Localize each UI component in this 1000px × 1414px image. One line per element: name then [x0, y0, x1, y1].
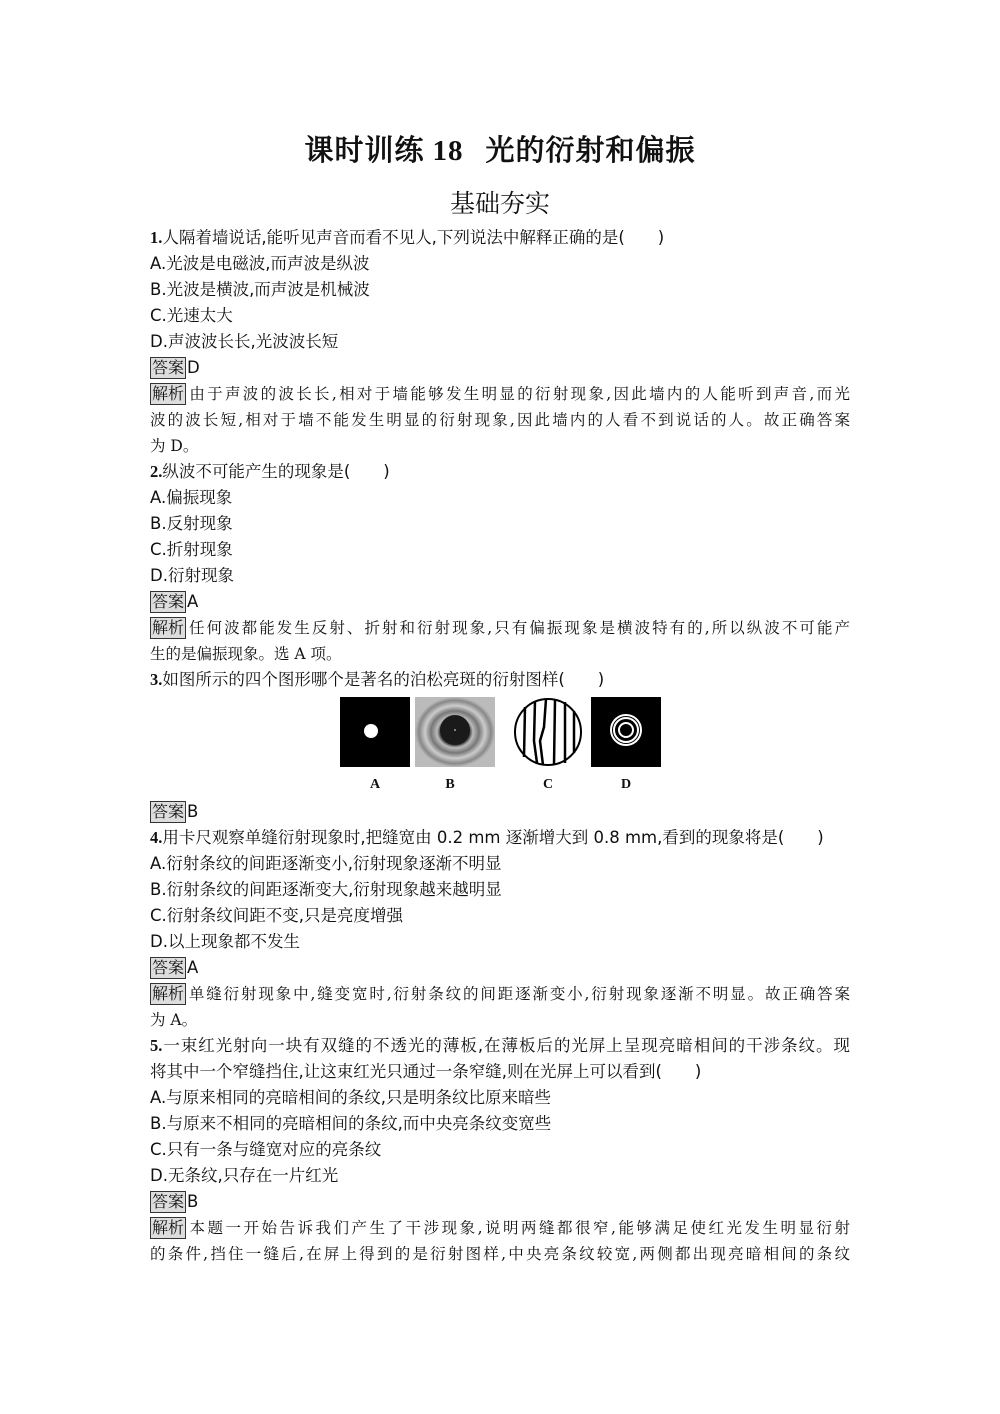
answer-option: D.无条纹,只存在一片红光	[150, 1166, 339, 1185]
question-number: 4	[150, 828, 159, 847]
diffraction-pattern-image	[591, 697, 661, 767]
answer-option: A.偏振现象	[150, 488, 233, 507]
answer-option: C.光速太大	[150, 306, 233, 325]
diffraction-pattern-image	[415, 697, 485, 767]
question-stem	[150, 225, 850, 251]
question-number-dot: .	[158, 670, 163, 689]
answer-row	[150, 355, 850, 381]
explanation-text: 由于声波的波长长,相对于墙能够发生明显的衍射现象,因此墙内的人能听到声音,而光	[187, 385, 850, 403]
figure-panel-b	[415, 697, 485, 793]
diffraction-pattern-image	[513, 697, 583, 767]
answer-option: D.衍射现象	[150, 566, 234, 585]
figure-panel-label: C	[542, 777, 554, 792]
explanation-label: 解析	[152, 984, 185, 1003]
diffraction-pattern-image	[340, 697, 410, 767]
answer-option: A.与原来相同的亮暗相间的条纹,只是明条纹比原来暗些	[150, 1088, 551, 1107]
answer-option: A.光波是电磁波,而声波是纵波	[150, 254, 370, 273]
answer-label: 答案	[152, 1192, 185, 1211]
explanation-line	[150, 641, 850, 667]
explanation-line	[150, 1241, 850, 1267]
question-number: 2	[150, 462, 159, 481]
question-stem-text: 纵波不可能产生的现象是( )	[162, 462, 390, 481]
answer-row	[150, 955, 850, 981]
answer-label: 答案	[152, 958, 185, 977]
figure-panel-d	[591, 697, 661, 793]
question-stem-text: 如图所示的四个图形哪个是著名的泊松亮斑的衍射图样( )	[162, 670, 605, 689]
explanation-line	[150, 1215, 850, 1241]
question-stem-text: 将其中一个窄缝挡住,让这束红光只通过一条窄缝,则在光屏上可以看到( )	[150, 1062, 702, 1081]
title-topic: 光的衍射和偏振	[485, 135, 696, 167]
question-number-dot: .	[158, 828, 163, 847]
explanation-text: 波的波长短,相对于墙不能发生明显的衍射现象,因此墙内的人看不到说话的人。故正确答案	[150, 411, 850, 429]
explanation-text: 任何波都能发生反射、折射和衍射现象,只有偏振现象是横波特有的,所以纵波不可能产	[187, 619, 850, 637]
answer-option: B.衍射条纹的间距逐渐变大,衍射现象越来越明显	[150, 880, 502, 899]
answer-row	[150, 1189, 850, 1215]
figure-panel-label: B	[445, 777, 455, 792]
explanation-text: 本题一开始告诉我们产生了干涉现象,说明两缝都很窄,能够满足使红光发生明显衍射	[187, 1219, 850, 1237]
explanation-text: 为 D。	[150, 437, 199, 455]
explanation-text: 生的是偏振现象。选 A 项。	[150, 645, 342, 663]
figure-panel-c	[513, 697, 583, 793]
title-number: 18	[432, 135, 464, 167]
explanation-text: 的条件,挡住一缝后,在屏上得到的是衍射图样,中央亮条纹较宽,两侧都出现亮暗相间的条纹	[150, 1245, 850, 1263]
answer-option: C.折射现象	[150, 540, 233, 559]
question-number: 5	[150, 1036, 159, 1055]
question-number-dot: .	[158, 228, 163, 247]
figure-panel-label: D	[620, 777, 632, 792]
title-prefix: 课时训练	[304, 135, 425, 167]
explanation-line	[150, 1007, 850, 1033]
explanation-line	[150, 433, 850, 459]
question-stem-text: 一束红光射向一块有双缝的不透光的薄板,在薄板后的光屏上呈现亮暗相间的干涉条纹。现	[162, 1036, 850, 1055]
page-title	[0, 128, 1000, 169]
answer-option: B.光波是横波,而声波是机械波	[150, 280, 370, 299]
explanation-line	[150, 381, 850, 407]
question-list	[150, 225, 850, 1267]
explanation-text: 单缝衍射现象中,缝变宽时,衍射条纹的间距逐渐变小,衍射现象逐渐不明显。故正确答案	[187, 985, 850, 1003]
question-number-dot: .	[158, 1036, 163, 1055]
answer-option: C.只有一条与缝宽对应的亮条纹	[150, 1140, 382, 1159]
question-stem	[150, 459, 850, 485]
answer-option: C.衍射条纹间距不变,只是亮度增强	[150, 906, 404, 925]
explanation-label: 解析	[152, 618, 185, 637]
question-stem	[150, 1059, 850, 1085]
explanation-label: 解析	[152, 384, 185, 403]
question-stem	[150, 1033, 850, 1059]
answer-value: B	[187, 1192, 199, 1211]
question-number-dot: .	[158, 462, 163, 481]
answer-value: A	[187, 958, 199, 977]
explanation-line	[150, 407, 850, 433]
answer-row	[150, 589, 850, 615]
question-number: 3	[150, 670, 159, 689]
question-stem	[150, 825, 850, 851]
diffraction-figure	[150, 693, 850, 799]
answer-option: D.声波波长长,光波波长短	[150, 332, 339, 351]
question-stem	[150, 667, 850, 693]
answer-option: D.以上现象都不发生	[150, 932, 300, 951]
answer-label: 答案	[152, 802, 185, 821]
answer-row	[150, 799, 850, 825]
explanation-line	[150, 615, 850, 641]
answer-option: A.衍射条纹的间距逐渐变小,衍射现象逐渐不明显	[150, 854, 502, 873]
question-stem-text: 人隔着墙说话,能听见声音而看不见人,下列说法中解释正确的是( )	[162, 228, 665, 247]
figure-panel-label: A	[369, 777, 381, 792]
section-heading: 基础夯实	[449, 189, 550, 218]
answer-label: 答案	[152, 358, 185, 377]
answer-value: A	[187, 592, 199, 611]
question-stem-text: 用卡尺观察单缝衍射现象时,把缝宽由 0.2 mm 逐渐增大到 0.8 mm,看到的现象将是( )	[162, 828, 824, 847]
answer-value: D	[187, 358, 200, 377]
question-number: 1	[150, 228, 159, 247]
explanation-line	[150, 981, 850, 1007]
figure-panel-a	[340, 697, 410, 793]
answer-value: B	[187, 802, 199, 821]
answer-label: 答案	[152, 592, 185, 611]
answer-option: B.反射现象	[150, 514, 233, 533]
answer-option: B.与原来不相同的亮暗相间的条纹,而中央亮条纹变宽些	[150, 1114, 552, 1133]
explanation-label: 解析	[152, 1218, 185, 1237]
explanation-text: 为 A。	[150, 1011, 198, 1029]
